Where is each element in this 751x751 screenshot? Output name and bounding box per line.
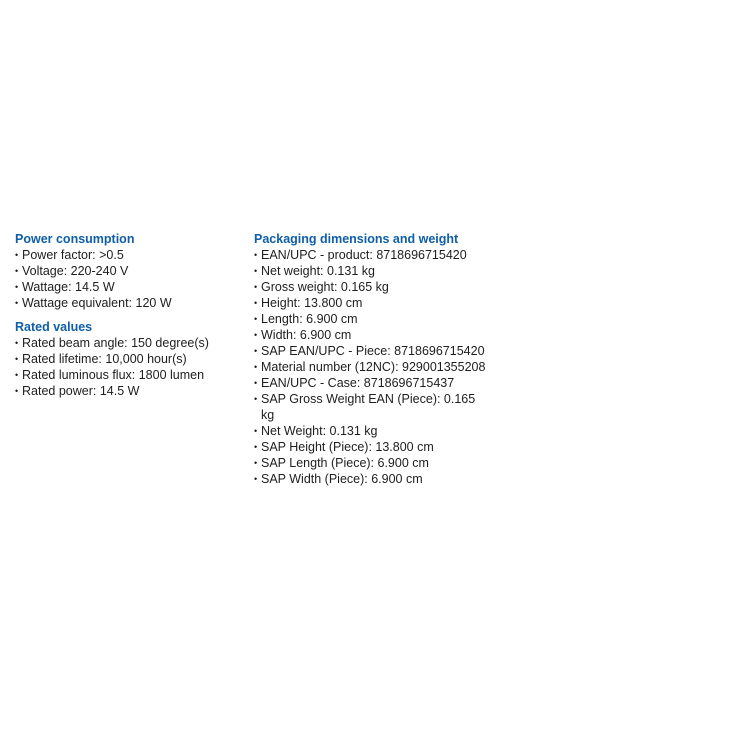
spec-list <box>15 247 240 311</box>
left-column <box>15 231 240 407</box>
spec-item: • Width: 6.900 cm <box>254 327 486 343</box>
spec-item: • EAN/UPC - Case: 8718696715437 <box>254 375 486 391</box>
spec-item: • Wattage equivalent: 120 W <box>15 295 240 311</box>
right-column <box>254 231 486 495</box>
spec-item: • Rated power: 14.5 W <box>15 383 240 399</box>
spec-item: • Rated lifetime: 10,000 hour(s) <box>15 351 240 367</box>
spec-item: • Net weight: 0.131 kg <box>254 263 486 279</box>
spec-item: • SAP Gross Weight EAN (Piece): 0.165 kg <box>254 391 486 423</box>
spec-item: • Wattage: 14.5 W <box>15 279 240 295</box>
spec-item: • Net Weight: 0.131 kg <box>254 423 486 439</box>
spec-item: • Gross weight: 0.165 kg <box>254 279 486 295</box>
spec-item: • Material number (12NC): 929001355208 <box>254 359 486 375</box>
spec-item: • Length: 6.900 cm <box>254 311 486 327</box>
power-consumption-section <box>15 231 240 311</box>
spec-item: • SAP Width (Piece): 6.900 cm <box>254 471 486 487</box>
packaging-dimensions-section <box>254 231 486 487</box>
spec-item: • EAN/UPC - product: 8718696715420 <box>254 247 486 263</box>
spec-item: • Voltage: 220-240 V <box>15 263 240 279</box>
spec-item: • SAP Length (Piece): 6.900 cm <box>254 455 486 471</box>
spec-item: • SAP EAN/UPC - Piece: 8718696715420 <box>254 343 486 359</box>
rated-values-section <box>15 319 240 399</box>
section-heading: Power consumption <box>15 232 135 246</box>
spec-item: • SAP Height (Piece): 13.800 cm <box>254 439 486 455</box>
spec-item: • Height: 13.800 cm <box>254 295 486 311</box>
spec-item: • Rated luminous flux: 1800 lumen <box>15 367 240 383</box>
spec-item: • Power factor: >0.5 <box>15 247 240 263</box>
spec-item: • Rated beam angle: 150 degree(s) <box>15 335 240 351</box>
section-heading: Packaging dimensions and weight <box>254 232 459 246</box>
spec-list <box>254 247 486 487</box>
spec-list <box>15 335 240 399</box>
section-heading: Rated values <box>15 320 93 334</box>
